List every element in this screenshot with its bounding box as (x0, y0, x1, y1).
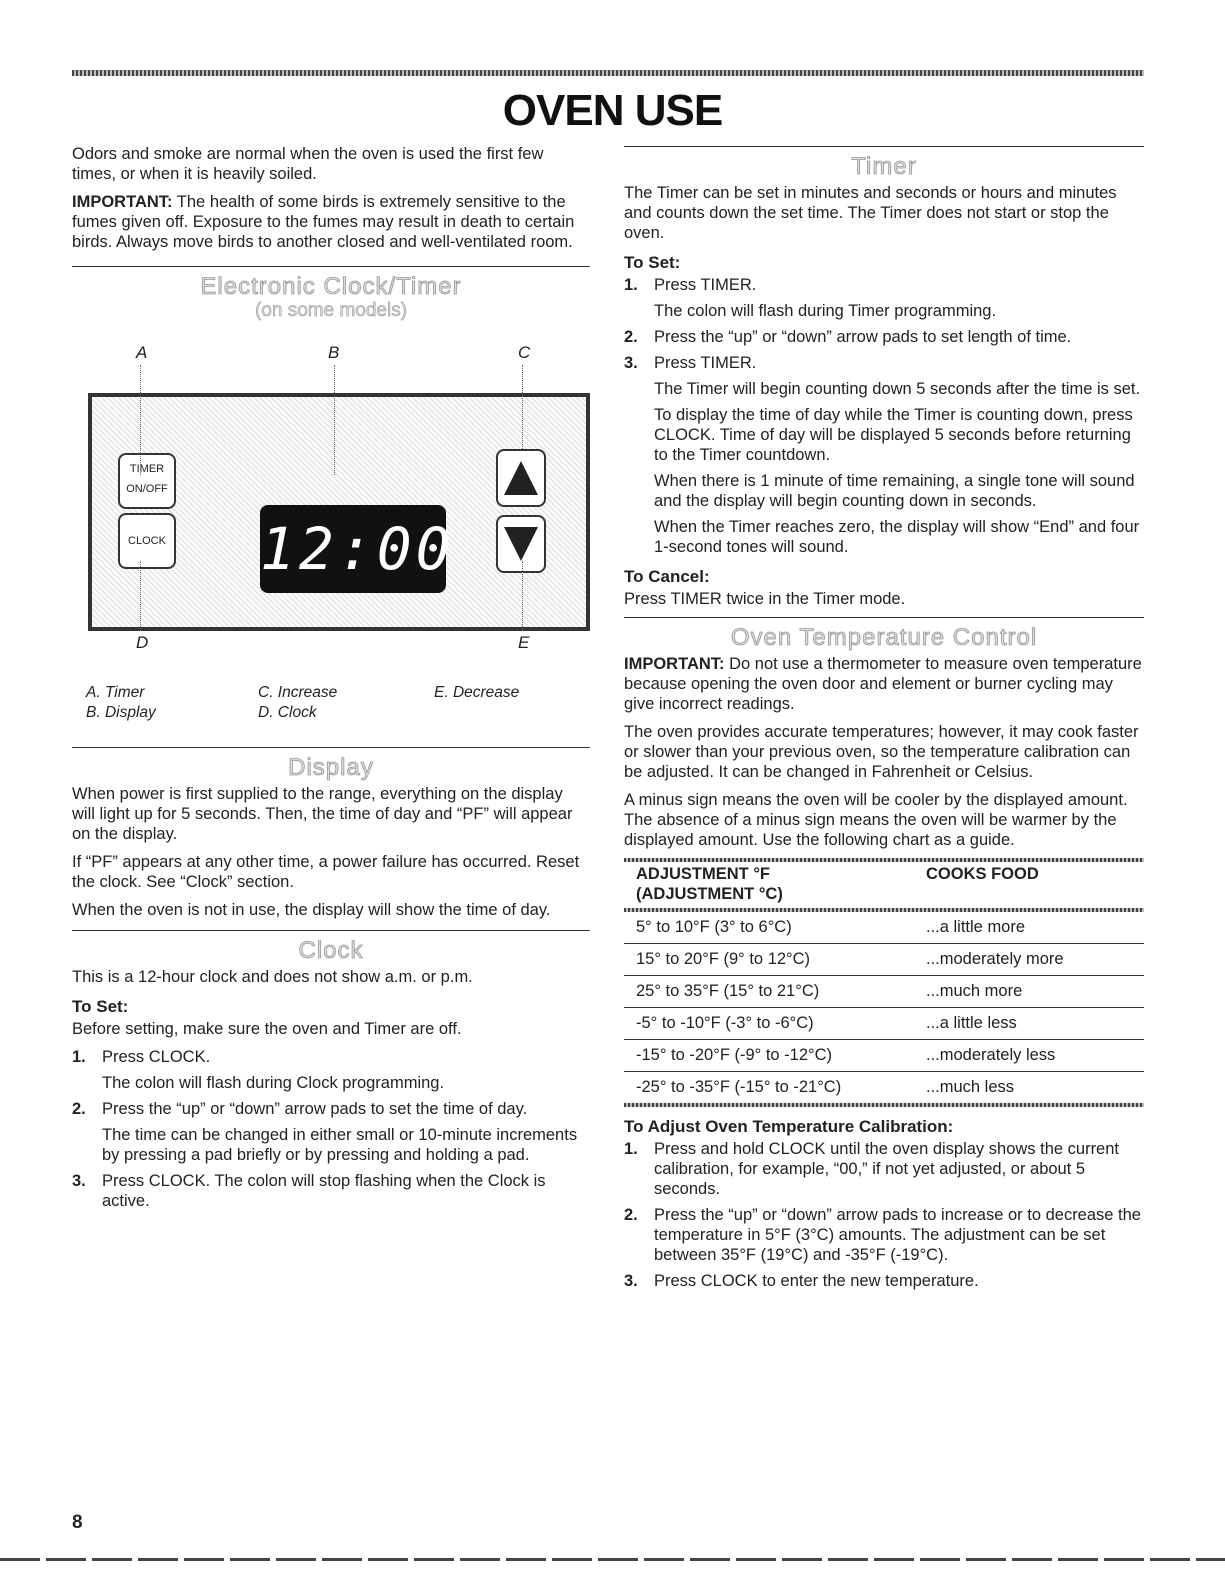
adjust-calibration-heading: To Adjust Oven Temperature Calibration: (624, 1117, 954, 1136)
label-e: E (518, 633, 530, 652)
intro-important: IMPORTANT: The health of some birds is extremely sensitive to the fumes given off. Exposure to the fumes may result in death to certain birds. Always move birds to another closed and well-ventilated room. (72, 193, 575, 251)
table-row: 25° to 35°F (15° to 21°C) ...much more (624, 976, 1144, 1008)
table-row: -25° to -35°F (-15° to -21°C) ...much less (636, 1078, 1015, 1096)
label-d: D (136, 633, 149, 652)
increase-button[interactable] (496, 449, 546, 507)
control-panel (88, 393, 590, 631)
list-item: 3. Press CLOCK to enter the new temperature. (624, 1272, 979, 1290)
right-column (624, 140, 1144, 1297)
clock-button[interactable]: CLOCK (118, 513, 176, 569)
display-paragraph: If “PF” appears at any other time, a power failure has occurred. Reset the clock. See “Clock” section. (72, 853, 580, 891)
oven-temp-heading: Oven Temperature Control (730, 624, 1038, 651)
divider (624, 617, 1144, 618)
list-item: 3. Press CLOCK. The colon will stop flashing when the Clock is active. (72, 1172, 546, 1210)
table-row: -15° to -20°F (-9° to -12°C) ...moderately less (624, 1040, 1144, 1072)
page-title: OVEN USE (502, 86, 723, 135)
up-arrow-icon (498, 451, 544, 505)
decrease-button[interactable] (496, 515, 546, 573)
top-rule (72, 70, 1144, 76)
list-item: 2. Press the “up” or “down” arrow pads to set length of time. (624, 328, 1072, 346)
intro-paragraph: Odors and smoke are normal when the oven is used the first few times, or when it is heavily soiled. (72, 145, 544, 183)
timer-button[interactable]: TIMER ON/OFF (118, 453, 176, 509)
calibration-table (624, 862, 1144, 1103)
otc-important: IMPORTANT: Do not use a thermometer to measure oven temperature because opening the oven door and element or burner cycling may give incorrect readings. (624, 655, 1142, 713)
display-heading: Display (288, 754, 374, 781)
timer-steps (624, 275, 1144, 557)
clock-heading: Clock (298, 937, 364, 964)
divider (72, 747, 590, 748)
list-item: 1. Press and hold CLOCK until the oven display shows the current calibration, for example, “00,” if not yet adjusted, or about 5 seconds. (624, 1140, 1119, 1198)
label-a: A (136, 343, 148, 362)
column-header-cooks-food: COOKS FOOD (926, 865, 1039, 883)
list-item: 2. Press the “up” or “down” arrow pads to set the time of day. The time can be changed in either small or 10-minute increments by pressing a pad briefly or by pressing and holding a pad. (72, 1100, 578, 1164)
leader-c (522, 365, 523, 449)
display-paragraph: When power is first supplied to the range, everything on the display will light up for 5 seconds. Then, the time of day and “PF” will appear on the display. (72, 785, 573, 843)
timer-cancel-text: Press TIMER twice in the Timer mode. (624, 590, 906, 608)
display-paragraph: When the oven is not in use, the display will show the time of day. (72, 901, 551, 919)
calibration-steps (624, 1139, 1144, 1291)
down-arrow-icon (498, 517, 544, 571)
leader-d (140, 561, 141, 631)
left-column (72, 144, 590, 1217)
clock-paragraph: This is a 12-hour clock and does not show a.m. or p.m. (72, 968, 473, 986)
divider (72, 266, 590, 267)
clock-before-setting: Before setting, make sure the oven and Timer are off. (72, 1020, 462, 1038)
timer-paragraph: The Timer can be set in minutes and seconds or hours and minutes and counts down the set time. The Timer does not start or stop the oven. (624, 184, 1117, 242)
list-item: 1. Press CLOCK. The colon will flash during Clock programming. (72, 1048, 445, 1092)
column-header-adjustment: ADJUSTMENT °F (ADJUSTMENT °C) (636, 865, 783, 903)
time-display: 12:00 (260, 505, 446, 593)
timer-heading: Timer (851, 153, 917, 180)
divider (624, 146, 1144, 147)
clock-steps (72, 1047, 590, 1211)
otc-paragraph: A minus sign means the oven will be cooler by the displayed amount. The absence of a minus sign means the oven will be warmer by the displayed amount. Use the following chart as a guide. (624, 791, 1128, 849)
table-header-row (624, 862, 1144, 908)
divider (72, 930, 590, 931)
clock-to-set-heading: To Set: (72, 997, 129, 1016)
clock-timer-subheading: (on some models) (254, 300, 408, 321)
label-c: C (518, 343, 531, 362)
table-row: 5° to 10°F (3° to 6°C) ...a little more (624, 912, 1144, 944)
leader-b (334, 365, 335, 475)
leader-a (140, 365, 141, 475)
otc-paragraph: The oven provides accurate temperatures; however, it may cook faster or slower than your previous oven, so the temperature calibration can be adjusted. It can be changed in Fahrenheit or Celsius. (624, 723, 1139, 781)
leader-e (522, 561, 523, 631)
list-item: 1. Press TIMER. The colon will flash during Timer programming. (624, 276, 997, 320)
table-rule (624, 1103, 1144, 1107)
page-number: 8 (72, 1512, 83, 1533)
timer-cancel-heading: To Cancel: (624, 567, 710, 586)
list-item: 3. Press TIMER. The Timer will begin counting down 5 seconds after the time is set. To display the time of day while the Timer is counting down, press CLOCK. Time of day will be displayed 5 seconds before returning to the Timer countdown. When there is 1 minute of time remaining, a single tone will sound and the display will begin counting down in seconds. When the Timer reaches zero, the display will show “End” and four 1-second tones will sound. (624, 354, 1141, 556)
list-item: 2. Press the “up” or “down” arrow pads to increase or to decrease the temperature in 5°F (3°C) amounts. The adjustment can be set between 35°F (19°C) and -35°F (-19°C). (624, 1206, 1141, 1264)
control-panel-diagram (72, 321, 590, 651)
table-row: 15° to 20°F (9° to 12°C) ...moderately more (624, 944, 1144, 976)
bottom-rule (0, 1558, 1225, 1561)
timer-to-set-heading: To Set: (624, 253, 681, 272)
clock-timer-heading: Electronic Clock/Timer (200, 273, 462, 300)
table-row: -5° to -10°F (-3° to -6°C) ...a little less (624, 1008, 1144, 1040)
diagram-legend: A. Timer B. Display C. Increase D. Clock E. Decrease (86, 684, 520, 721)
label-b: B (328, 343, 340, 362)
